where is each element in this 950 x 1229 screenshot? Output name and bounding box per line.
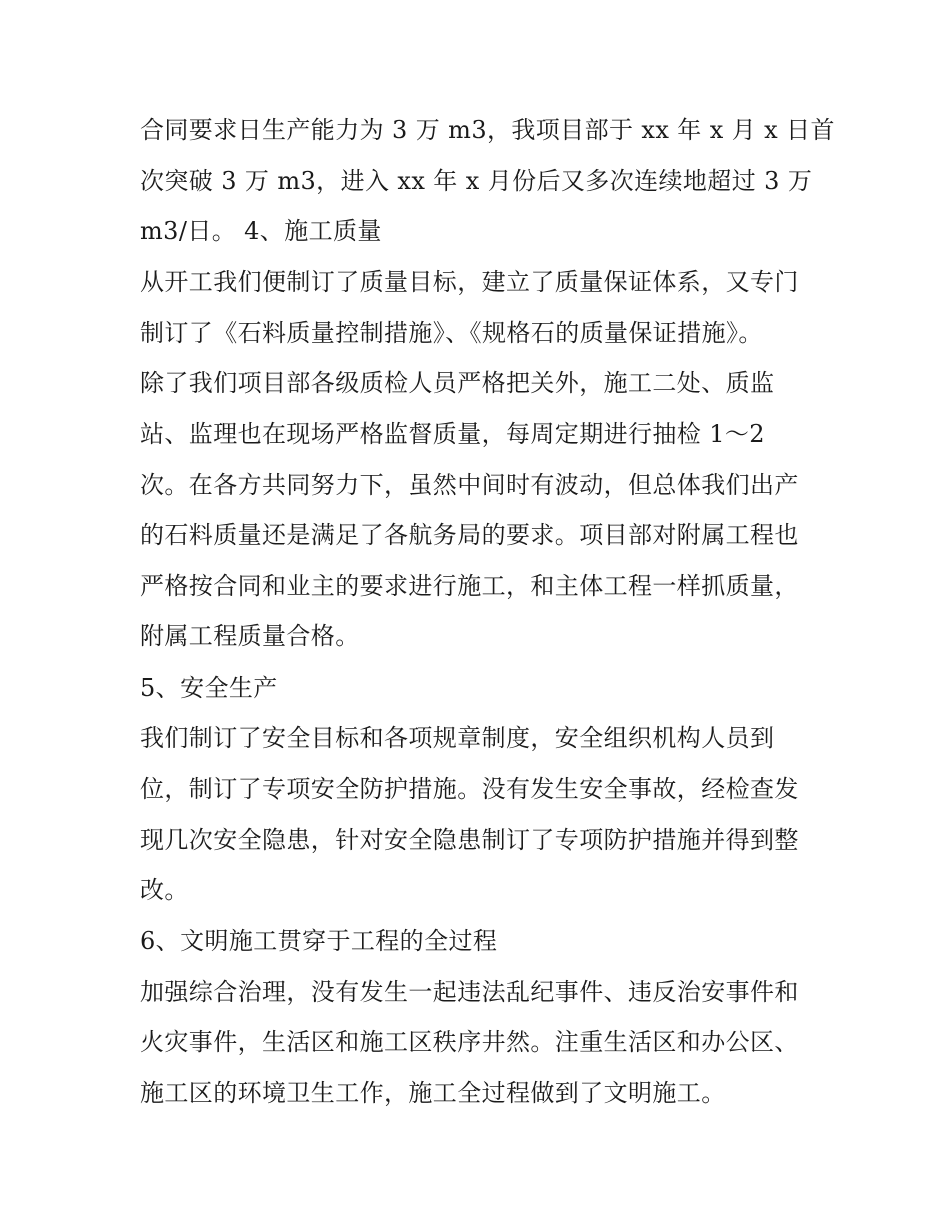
text-line: 位，制订了专项安全防护措施。没有发生安全事故，经检查发 (140, 775, 799, 803)
text-line: 火灾事件，生活区和施工区秩序井然。注重生活区和办公区、 (140, 1028, 799, 1056)
text-line: 改。 (140, 876, 189, 904)
text-line: 制订了《石料质量控制措施》、《规格石的质量保证措施》。 (140, 319, 763, 347)
section-heading-civilized-construction: 6、文明施工贯穿于工程的全过程 (140, 927, 498, 955)
text-line: 从开工我们便制订了质量目标，建立了质量保证体系，又专门 (140, 268, 799, 296)
text-line: 除了我们项目部各级质检人员严格把关外，施工二处、质监 (140, 369, 775, 397)
text-line: 施工区的环境卫生工作，施工全过程做到了文明施工。 (140, 1079, 726, 1107)
text-line: 严格按合同和业主的要求进行施工，和主体工程一样抓质量， (140, 572, 799, 600)
section-heading-safety: 5、安全生产 (140, 674, 278, 702)
text-line: 次突破 3 万 m3，进入 xx 年 x 月份后又多次连续地超过 3 万 (140, 167, 813, 195)
text-line: 我们制订了安全目标和各项规章制度，安全组织机构人员到 (140, 724, 775, 752)
text-line: 站、监理也在现场严格监督质量，每周定期进行抽检 1～2 (140, 420, 765, 448)
text-line: 次。在各方共同努力下，虽然中间时有波动，但总体我们出产 (140, 471, 799, 499)
text-line: 附属工程质量合格。 (140, 622, 360, 650)
text-line: 现几次安全隐患，针对安全隐患制订了专项防护措施并得到整 (140, 826, 799, 854)
section-heading-construction-quality: m3/日。 4、施工质量 (140, 217, 382, 245)
text-line: 的石料质量还是满足了各航务局的要求。项目部对附属工程也 (140, 521, 799, 549)
text-line: 加强综合治理，没有发生一起违法乱纪事件、违反治安事件和 (140, 978, 799, 1006)
text-line: 合同要求日生产能力为 3 万 m3，我项目部于 xx 年 x 月 x 日首 (140, 116, 835, 144)
